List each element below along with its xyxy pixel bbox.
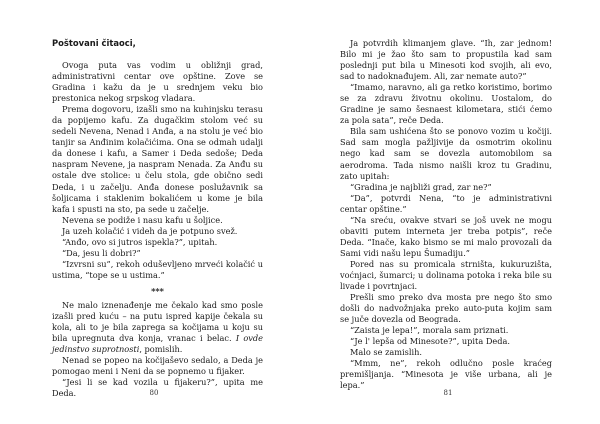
paragraph: Ja uzeh kolačić i videh da je potpuno svež. [62, 225, 238, 236]
letter-salutation: Poštovani čitaoci, [52, 38, 136, 48]
paragraph: Malo se zamislih. [350, 347, 422, 358]
paragraph: Nevena se podiže i nasu kafu u šoljice. [62, 214, 223, 225]
italic-tail: , pomislih. [139, 344, 183, 355]
paragraph: “Jesi li se kad vozila u fijakeru?”, upita me Deda. [52, 377, 263, 399]
paragraph: Ja potvrdih klimanjem glave. “Ih, zar jednom! Bilo mi je žao što sam to propustila kad sam poslednji put bila u Minesoti kod svojih, ali evo, sad to nadoknađujem. Ali, zar nemate auto?” [340, 38, 552, 82]
paragraph: Bila sam ushićena što se ponovo vozim u kočiji. Sad sam mogla pažljivije da osmotrim okolinu nego kad sam se dovezla automobilom sa aerodroma. Tada nismo naišli kroz tu Gradinu, zato upitah: [340, 126, 552, 181]
paragraph: “Je l' lepša od Minesote?”, upita Deda. [350, 336, 510, 347]
right-text-column [340, 38, 552, 392]
paragraph: “Na sreću, ovakve stvari se još uvek ne mogu obaviti putem interneta jer treba potpis”, reče Deda. “Inače, kako bismo se mi malo provozali da Sami vidi našu lepu Šumadiju.” [340, 214, 552, 258]
paragraph: “Da, jesu li dobri?” [62, 247, 141, 258]
italic-phrase: I ovde jedinstvo suprotnosti [52, 333, 264, 355]
paragraph [52, 300, 263, 355]
right-page [300, 0, 600, 424]
paragraph: Nenad se popeo na kočijaševo sedalo, a Deda je pomogao meni i Neni da se popnemo u fijaker. [52, 355, 263, 377]
paragraph: “Mmm, ne”, rekoh odlučno posle kraćeg premišljanja. “Minesota je više urbana, ali je lepa.” [340, 358, 552, 391]
page-number-right: 81 [443, 389, 453, 397]
paragraph: Prešli smo preko dva mosta pre nego što smo došli do nadvožnjaka preko auto-puta kojim sam se juče dovezla od Beograda. [340, 292, 552, 325]
paragraph: Prema dogovoru, izašli smo na kuhinjsku terasu da popijemo kafu. Za dugačkim stolom već su sedeli Nevena, Nenad i Anđa, a na stolu je već bio tanjir sa Anđinim kolačićima. Ona se odmah udalji da donese i kafu, a Samer i Deda sedoše; Deda naspram Nevene, ja naspram Nenada. Za Anđu su ostale dve stolice: u čelu stola, gde obično sedi Deda, i u začelju. Anđa donese poslužavnik sa šoljicama i staklenim bokalićem u kome je bila kafa i spusti na sto, pa sede u začelje. [52, 104, 263, 214]
paragraph: “Da”, potvrdi Nena, “to je administrativni centar opštine.” [340, 192, 552, 214]
paragraph: “Imamo, naravno, ali ga retko koristimo, borimo se za zdravu životnu okolinu. Uostalom, do Gradine je samo šesnaest kilometara, stići ćemo za pola sata”, reče Deda. [340, 82, 552, 126]
paragraph: “Izvrsni su”, rekoh oduševljeno mrveći kolačić u ustima, “tope se u ustima.” [52, 258, 263, 280]
paragraph-text: Ne malo iznenađenje me čekalo kad smo posle izašli pred kuću – na putu ispred kapije čekala su kola, ali to je bila zaprega sa kočijama u koju su bila upregnuta dva konja, vranac i belac. [52, 299, 263, 344]
section-separator: *** [151, 285, 164, 296]
paragraph: Pored nas su promicala strništa, kukuruzišta, voćnjaci, šumarci; u dolinama potoka i reka bile su livade i povrtnjaci. [340, 258, 552, 292]
paragraph: “Anđo, ovo si jutros ispekla?”, upitah. [62, 236, 218, 247]
page-number-left: 80 [149, 389, 159, 397]
paragraph: “Zaista je lepa!”, morala sam priznati. [350, 325, 509, 336]
paragraph: Ovoga puta vas vodim u obližnji grad, administrativni centar ove opštine. Zove se Gradina i kažu da je u srednjem veku bio prestonica nekog srpskog vladara. [52, 60, 263, 104]
left-text-column [52, 38, 263, 399]
paragraph: “Gradina je najbliži grad, zar ne?” [350, 181, 492, 192]
